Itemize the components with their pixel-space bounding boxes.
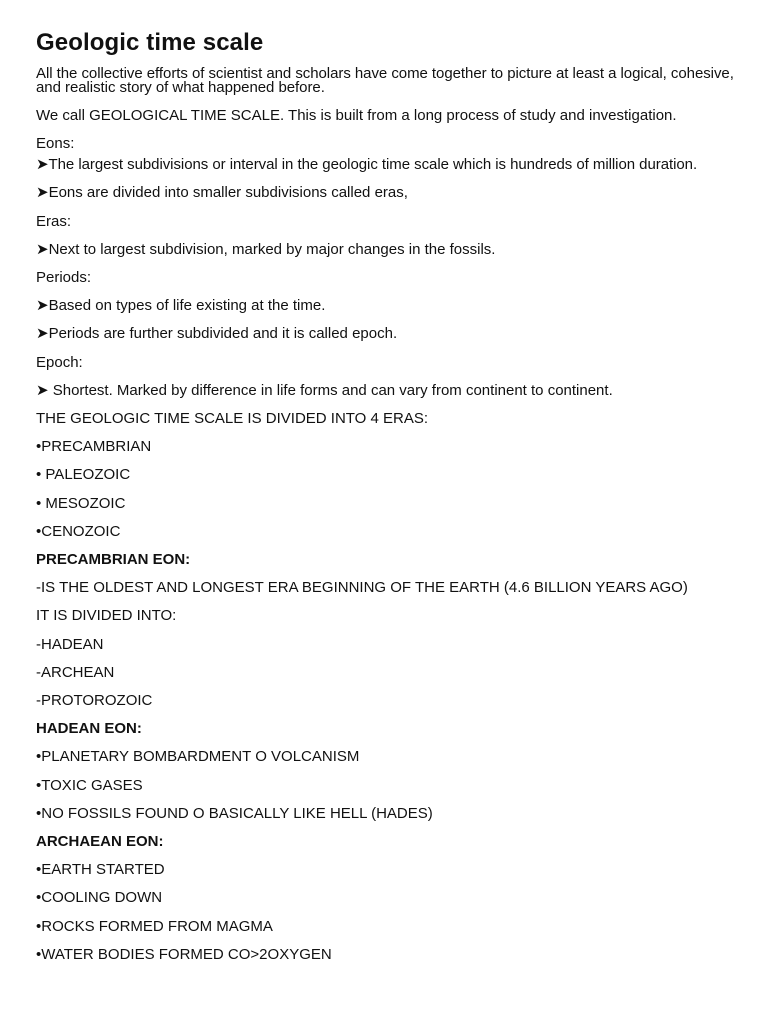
body-paragraph: THE GEOLOGIC TIME SCALE IS DIVIDED INTO 4 ERAS: [36,410,429,428]
list-item: •PRECAMBRIAN [36,438,152,456]
list-item: •PLANETARY BOMBARDMENT O VOLCANISM [36,748,360,766]
list-item: • MESOZOIC [36,494,126,512]
list-item: •WATER BODIES FORMED CO>2OXYGEN [36,945,332,963]
list-item: ➤Based on types of life existing at the time. [36,297,326,315]
section-heading: PRECAMBRIAN EON: [36,551,191,569]
list-item: •COOLING DOWN [36,889,163,907]
body-paragraph: Periods: [36,269,92,287]
body-paragraph: We call GEOLOGICAL TIME SCALE. This is built from a long process of study and investigation. [36,107,677,124]
list-item: -ARCHEAN [36,663,115,681]
list-item: • PALEOZOIC [36,466,131,484]
body-paragraph: Epoch: [36,353,83,371]
list-item: ➤Periods are further subdivided and it is called epoch. [36,325,398,343]
body-paragraph: All the collective efforts of scientist and scholars have come together to picture at least a logical, cohesive, and realistic story of what happened before. [36,65,734,96]
list-item: -HADEAN [36,635,104,653]
list-item: -IS THE OLDEST AND LONGEST ERA BEGINNING OF THE EARTH (4.6 BILLION YEARS AGO) [36,579,688,597]
page-title: Geologic time scale [36,29,264,56]
list-item: ➤The largest subdivisions or interval in the geologic time scale which is hundreds of million duration. [36,156,698,174]
body-paragraph: IT IS DIVIDED INTO: [36,607,177,625]
body-paragraph: Eons: [36,135,75,153]
list-item: •NO FOSSILS FOUND O BASICALLY LIKE HELL (HADES) [36,804,433,822]
list-item: ➤Eons are divided into smaller subdivisions called eras, [36,184,408,202]
list-item: •EARTH STARTED [36,861,165,879]
section-heading: ARCHAEAN EON: [36,833,164,851]
list-item: •ROCKS FORMED FROM MAGMA [36,917,273,935]
list-item: •TOXIC GASES [36,776,143,794]
list-item: ➤ Shortest. Marked by difference in life forms and can vary from continent to continent. [36,381,613,399]
body-paragraph: Eras: [36,212,72,230]
list-item: •CENOZOIC [36,522,121,540]
document-body [36,67,736,969]
document-page [36,28,736,969]
list-item: ➤Next to largest subdivision, marked by major changes in the fossils. [36,240,496,258]
section-heading: HADEAN EON: [36,720,142,738]
list-item: -PROTOROZOIC [36,692,153,710]
